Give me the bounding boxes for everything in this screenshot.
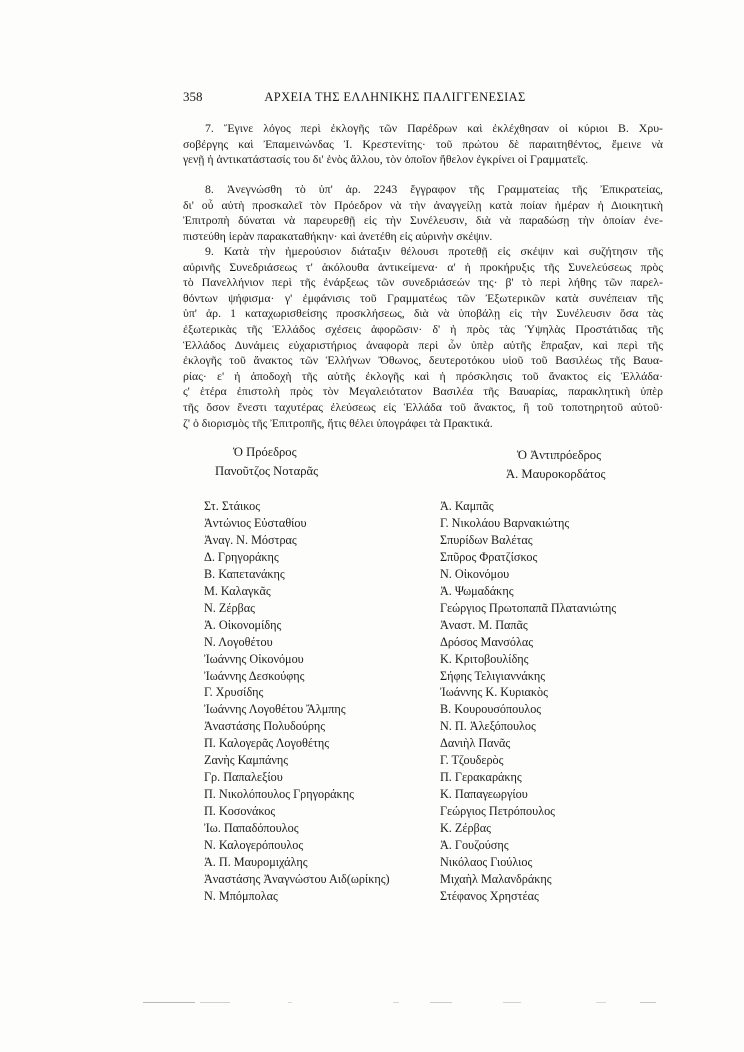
- scan-smudge: [200, 1002, 230, 1003]
- scan-smudge: [393, 1002, 399, 1003]
- signatory-name: Δρόσος Μανσόλας: [440, 634, 534, 649]
- signatory-name: Β. Καπετανάκης: [204, 566, 285, 581]
- paragraph-line: 7. Ἔγινε λόγος περὶ ἐκλογῆς τῶν Παρέδρων καὶ ἐκλέχθησαν οἱ κύριοι Β. Χρυ-: [205, 121, 663, 135]
- signatory-name: Κ. Κριτοβουλίδης: [440, 651, 529, 666]
- signatory-name: Στ. Στάικος: [204, 499, 261, 513]
- running-title: ΑΡΧΕΙΑ ΤΗΣ ΕΛΛΗΝΙΚΗΣ ΠΑΛΙΓΓΕΝΕΣΙΑΣ: [264, 90, 526, 104]
- paragraph-line: θόντων ψήφισμα· γ' ἐμφάνισις τοῦ Γραμματέως τῶν Ἐξωτερικῶν κατὰ συνέπειαν τῆς: [183, 290, 663, 305]
- signatory-name: Ἀ. Ψωμαδάκης: [440, 583, 514, 598]
- signatory-name: Ἀ. Π. Μαυρομιχάλης: [204, 855, 308, 870]
- signatory-name: Π. Νικολόπουλος Γρηγοράκης: [204, 787, 354, 802]
- signatory-name: Κ. Ζέρβας: [440, 821, 491, 836]
- signatory-name: Ἀναστάσης Ἀναγνώστου Αιδ(ωρίκης): [204, 871, 390, 886]
- signatory-name: Ἀ. Καμπᾶς: [440, 499, 494, 513]
- signatory-name: Κ. Παπαγεωργίου: [440, 787, 528, 802]
- signatory-name: Ἀναγ. Ν. Μόστρας: [204, 532, 297, 547]
- vice-president-title: Ὁ Ἀντιπρόεδρος: [517, 448, 602, 462]
- paragraph-line: γενῇ ἡ ἀντικατάστασίς του δι' ἑνὸς ἄλλου, τὸν ὁποῖον ἤθελον ἐγκρίνει οἱ Γραμματεῖς.: [183, 152, 589, 167]
- signatory-name: Δ. Γρηγοράκης: [204, 549, 279, 564]
- paragraph-line: ἐξωτερικὰς τῆς Ἑλλάδος σχέσεις ἀφορῶσιν· δ' ἡ πρὸς τὰς Ὑψηλὰς Προστάτιδας τῆς: [183, 321, 663, 336]
- signatory-name: Σπυρίδων Βαλέτας: [440, 532, 533, 547]
- signatories-left-column: [204, 498, 390, 905]
- signatory-name: Μ. Καλαγκᾶς: [204, 583, 271, 598]
- scan-smudge: [503, 1002, 521, 1003]
- paragraph-line: ς' ἑτέρα ἐπιστολὴ πρὸς τὸν Μεγαλειότατον Βασιλέα τῆς Βαυαρίας, παρακλητικὴ ὑπὲρ: [183, 384, 663, 399]
- paragraph-line: Ἐπιτροπὴ δύναται νὰ παρευρεθῇ εἰς τὴν Συνέλευσιν, διὰ νὰ παραδώσῃ τὴν ὁποίαν ἐνε-: [183, 213, 663, 228]
- signatory-name: Ν. Οἰκονόμου: [440, 566, 510, 581]
- signatory-name: Π. Καλογερᾶς Λογοθέτης: [204, 736, 330, 751]
- scan-smudge: [143, 1002, 195, 1003]
- paragraph-7: [183, 121, 663, 168]
- signatory-name: Ἀντώνιος Εὐσταθίου: [204, 515, 307, 530]
- scan-smudge: [640, 1002, 656, 1003]
- signatory-name: Γ. Νικολάου Βαρνακιώτης: [440, 515, 570, 530]
- paragraph-line: τὸ Πανελλήνιον περὶ τῆς ἐνάρξεως τῶν συνεδριάσεών της· β' τὸ περὶ λήθης τῶν παρελ-: [183, 275, 663, 290]
- signatory-name: Ἰωάννης Κ. Κυριακὸς: [440, 685, 548, 700]
- paragraph-line: ἐκλογῆς τοῦ ἄνακτος τῶν Ἑλλήνων Ὄθωνος, δευτεροτόκου υἱοῦ τοῦ Βασιλέως τῆς Βαυα-: [183, 353, 663, 368]
- scan-smudge: [288, 1002, 292, 1003]
- president-name: Πανοῦτζος Νοταρᾶς: [215, 464, 319, 478]
- paragraph-line: ζ' ὁ διορισμὸς τῆς Ἐπιτροπῆς, ἥτις θέλει ὑπογράφει τὰ Πρακτικά.: [183, 415, 493, 430]
- signatory-name: Ἰωάννης Λογοθέτου Ἄλμπης: [204, 702, 346, 717]
- paragraph-line: πιστεύθη ἱερὰν παρακαταθήκην· καὶ ἀνετέθη εἰς αὐρινὴν σκέψιν.: [183, 228, 493, 243]
- scan-smudge: [430, 1002, 452, 1003]
- signatory-name: Στέφανος Χρηστέας: [440, 888, 539, 903]
- paragraph-line: αὐρινῆς Συνεδριάσεως τ' ἀκόλουθα ἀντικείμενα· α' ἡ προκήρυξις τῆς Συνελεύσεως πρὸς: [183, 259, 663, 274]
- paragraph-line: 8. Ἀνεγνώσθη τὸ ὑπ' ἀρ. 2243 ἔγγραφον τῆς Γραμματείας τῆς Ἐπικρατείας,: [205, 182, 663, 196]
- scan-smudge: [596, 1002, 606, 1003]
- signatory-name: Ἀ. Οἰκονομίδης: [204, 617, 282, 632]
- signatory-name: Ζανὴς Καμπάνης: [204, 753, 289, 768]
- paragraph-line: δι' οὗ αὐτὴ προσκαλεῖ τὸν Πρόεδρον νὰ τὴν ἀναγγείλῃ κατὰ ποίαν ἡμέραν ἡ Διοικητικὴ: [183, 197, 663, 212]
- signatory-name: Μιχαὴλ Μαλανδράκης: [440, 871, 552, 886]
- signatory-name: Ἀναστ. Μ. Παπᾶς: [440, 617, 528, 632]
- signatory-name: Νικόλαος Γιούλιος: [440, 855, 533, 870]
- signatory-name: Ἀ. Γουζούσης: [440, 838, 509, 853]
- paragraph-line: ρίας· ε' ἡ ἀποδοχὴ τῆς αὐτῆς ἐκλογῆς καὶ ἡ πρόσκλησις τοῦ ἄνακτος εἰς Ἑλλάδα·: [183, 368, 663, 383]
- paragraph-line: τῆς ὅσον ἔνεστι ταχυτέρας ἐλεύσεως εἰς Ἑλλάδα τοῦ ἄνακτος, ἢ τοῦ τοποτηρητοῦ αὐτοῦ·: [183, 399, 663, 414]
- paragraph-line: σοβέργης καὶ Ἐπαμεινώνδας Ἰ. Κρεστενίτης· τοῦ πρώτου δὲ παραιτηθέντος, ἔμεινε νὰ: [183, 136, 663, 151]
- signatories-right-column: [440, 498, 616, 905]
- signatory-name: Ν. Μπόμπολας: [204, 888, 278, 903]
- signatory-name: Γρ. Παπαλεξίου: [204, 770, 283, 785]
- signatory-name: Ἀναστάσης Πολυδούρης: [204, 719, 326, 734]
- signatory-name: Π. Κοσονάκος: [204, 804, 276, 819]
- signatory-name: Γεώργιος Πρωτοπαπᾶ Πλατανιώτης: [440, 600, 617, 615]
- president-title: Ὁ Πρόεδρος: [233, 445, 297, 459]
- signatory-name: Σήφης Τελιγιαννάκης: [440, 668, 546, 683]
- signatory-name: Ἰω. Παπαδόπουλος: [204, 821, 299, 836]
- signatory-name: Ν. Καλογερόπουλος: [204, 838, 304, 853]
- paragraph-line: 9. Κατὰ τὴν ἡμερούσιον διάταξιν θέλουσι προτεθῇ εἰς σκέψιν καὶ συζήτησιν τῆς: [205, 244, 663, 258]
- signatory-name: Ν. Ζέρβας: [204, 600, 255, 615]
- paragraph-line: Ἑλλάδος Δυνάμεις εὐχαριστήριος ἀναφορὰ περὶ ὧν ὑπὲρ αὐτῆς ἔπραξαν, καὶ περὶ τῆς: [183, 337, 663, 352]
- paragraph-9: [183, 244, 663, 431]
- signatory-name: Γ. Χρυσίδης: [204, 685, 264, 700]
- page-number: 358: [183, 89, 203, 104]
- signatory-name: Ν. Π. Ἀλεξόπουλος: [440, 719, 536, 734]
- signatory-name: Π. Γερακαράκης: [440, 770, 522, 785]
- signatory-name: Γεώργιος Πετρόπουλος: [440, 804, 556, 819]
- paragraph-line: ὑπ' ἀρ. 1 καταχωρισθείσης προσκλήσεως, διὰ νὰ ὑποβάλῃ εἰς τὴν Συνέλευσιν ὅσα τὰς: [183, 306, 663, 321]
- paragraph-8: [183, 182, 663, 244]
- signatory-name: Σπῦρος Φρατζίσκος: [440, 549, 538, 564]
- vice-president-name: Ἀ. Μαυροκορδάτος: [506, 467, 606, 481]
- signatory-name: Β. Κουρουσόπουλος: [440, 702, 542, 717]
- signatory-name: Ἰωάννης Δεσκούφης: [204, 668, 305, 683]
- signatory-name: Δανιὴλ Πανᾶς: [440, 736, 511, 751]
- signatory-name: Ἰωάννης Οἰκονόμου: [204, 651, 304, 666]
- signatory-name: Ν. Λογοθέτου: [204, 634, 273, 649]
- signatory-name: Γ. Τζουδερὸς: [440, 753, 504, 768]
